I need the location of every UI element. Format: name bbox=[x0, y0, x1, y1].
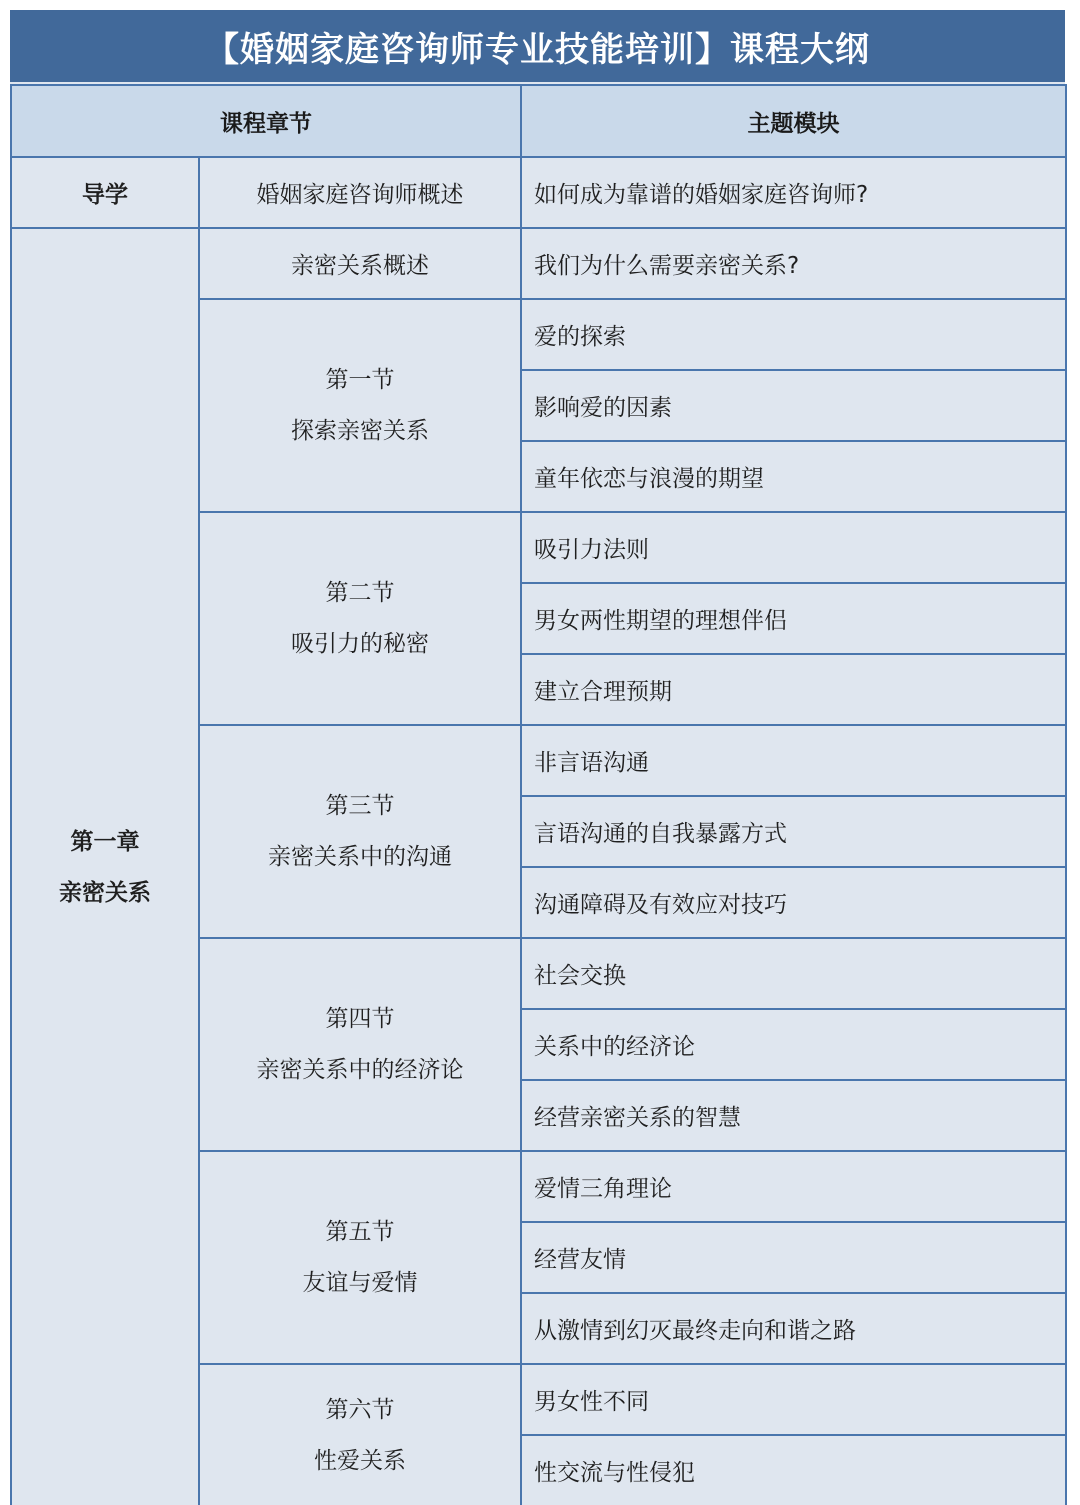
topic-cell: 经营友情 bbox=[521, 1222, 1066, 1293]
section-name: 亲密关系中的沟通 bbox=[268, 844, 452, 870]
section-number: 第二节 bbox=[325, 580, 395, 606]
section-cell bbox=[199, 512, 521, 725]
overview-topic-cell: 我们为什么需要亲密关系? bbox=[521, 228, 1066, 299]
topic-cell: 关系中的经济论 bbox=[521, 1009, 1066, 1080]
topic-cell: 建立合理预期 bbox=[521, 654, 1066, 725]
section-name: 亲密关系中的经济论 bbox=[256, 1057, 464, 1083]
section-name: 吸引力的秘密 bbox=[291, 631, 429, 657]
topic-cell: 男女两性期望的理想伴侣 bbox=[521, 583, 1066, 654]
topic-cell: 从激情到幻灭最终走向和谐之路 bbox=[521, 1293, 1066, 1364]
table-row bbox=[11, 228, 1066, 299]
section-cell bbox=[199, 725, 521, 938]
topic-cell: 沟通障碍及有效应对技巧 bbox=[521, 867, 1066, 938]
section-number: 第一节 bbox=[325, 367, 395, 393]
topic-cell: 经营亲密关系的智慧 bbox=[521, 1080, 1066, 1151]
topic-cell: 影响爱的因素 bbox=[521, 370, 1066, 441]
section-number: 第四节 bbox=[325, 1006, 395, 1032]
table-row bbox=[11, 157, 1066, 228]
chapter-name: 亲密关系 bbox=[59, 879, 151, 906]
chapter1-cell bbox=[11, 228, 199, 1505]
section-name: 探索亲密关系 bbox=[291, 418, 429, 444]
chapter-number: 第一章 bbox=[70, 828, 140, 855]
section-cell bbox=[199, 1151, 521, 1364]
topic-cell: 性交流与性侵犯 bbox=[521, 1435, 1066, 1505]
topic-cell: 爱情三角理论 bbox=[521, 1151, 1066, 1222]
topic-cell: 社会交换 bbox=[521, 938, 1066, 1009]
topic-cell: 言语沟通的自我暴露方式 bbox=[521, 796, 1066, 867]
intro-topic-cell: 如何成为靠谱的婚姻家庭咨询师? bbox=[521, 157, 1066, 228]
intro-chapter-cell: 导学 bbox=[11, 157, 199, 228]
course-outline-table bbox=[10, 84, 1067, 1505]
header-chapter: 课程章节 bbox=[11, 85, 521, 157]
topic-cell: 非言语沟通 bbox=[521, 725, 1066, 796]
page-title: 【婚姻家庭咨询师专业技能培训】课程大纲 bbox=[10, 10, 1065, 82]
topic-cell: 吸引力法则 bbox=[521, 512, 1066, 583]
topic-cell: 童年依恋与浪漫的期望 bbox=[521, 441, 1066, 512]
section-cell bbox=[199, 938, 521, 1151]
topic-cell: 爱的探索 bbox=[521, 299, 1066, 370]
section-cell bbox=[199, 1364, 521, 1505]
overview-section-cell: 亲密关系概述 bbox=[199, 228, 521, 299]
section-cell bbox=[199, 299, 521, 512]
header-topic: 主题模块 bbox=[521, 85, 1066, 157]
section-number: 第六节 bbox=[325, 1396, 395, 1423]
section-number: 第五节 bbox=[325, 1219, 395, 1245]
section-name: 性爱关系 bbox=[314, 1447, 406, 1474]
section-name: 友谊与爱情 bbox=[302, 1270, 418, 1296]
section-number: 第三节 bbox=[325, 793, 395, 819]
topic-cell: 男女性不同 bbox=[521, 1364, 1066, 1435]
intro-section-cell: 婚姻家庭咨询师概述 bbox=[199, 157, 521, 228]
header-row bbox=[11, 85, 1066, 157]
